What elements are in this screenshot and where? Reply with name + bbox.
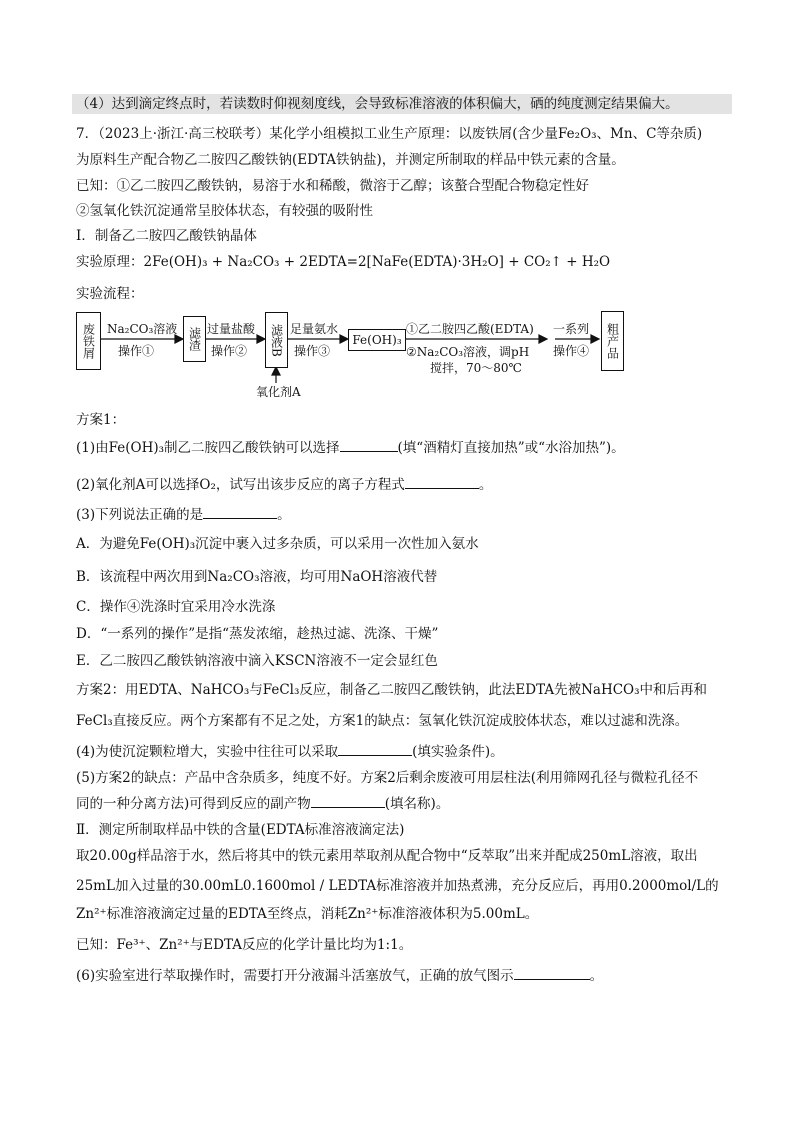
question-4: (4)为使沉淀颗粒增大，实验中往往可以采取 (填实验条件)。 xyxy=(76,741,504,762)
box-waste-iron: 废铁屑 xyxy=(76,312,101,370)
oxidant-a: 氧化剂A xyxy=(256,385,301,399)
question-1: (1)由Fe(OH)₃制乙二胺四乙酸铁钠可以选择 (填“酒精灯直接加热”或“水浴加热”)。 xyxy=(76,437,625,458)
question-3: (3)下列说法正确的是 。 xyxy=(76,504,291,525)
known-1: 已知：①乙二胺四乙酸铁钠，易溶于水和稀酸，微溶于乙醇；该螯合型配合物稳定性好 xyxy=(76,178,589,194)
step1-reagent: Na₂CO₃溶液 xyxy=(107,322,178,336)
question-6: (6)实验室进行萃取操作时，需要打开分液漏斗活塞放气，正确的放气图示 。 xyxy=(76,965,603,986)
step5-operation: 操作④ xyxy=(553,344,590,358)
box-filtrate-b: 滤液B xyxy=(265,312,288,368)
option-a: A．为避免Fe(OH)₃沉淀中裹入过多杂质，可以采用一次性加入氨水 xyxy=(76,536,479,552)
flow-label: 实验流程： xyxy=(76,286,144,302)
plan-2: 方案2：用EDTA、NaHCO₃与FeCl₃反应，制备乙二胺四乙酸铁钠，此法EDTA先被NaHCO₃中和后再和 xyxy=(76,682,708,698)
box-residue: 滤渣 xyxy=(183,316,206,362)
section-1-heading: Ⅰ．制备乙二胺四乙酸铁钠晶体 xyxy=(76,228,257,244)
reaction-principle: 实验原理：2Fe(OH)₃ + Na₂CO₃ + 2EDTA=2[NaFe(EDTA)·3H₂O] + CO₂↑ + H₂O xyxy=(76,254,611,270)
step5-label: 一系列 xyxy=(553,322,590,336)
step4-reagent-2: ②Na₂CO₃溶液，调pH xyxy=(406,345,530,359)
step2-reagent: 过量盐酸 xyxy=(207,322,256,336)
question-7-intro: 7．（2023上·浙江·高三校联考）某化学小组模拟工业生产原理：以废铁屑(含少量Fe₂O₃、Mn、C等杂质) xyxy=(76,126,703,142)
option-b: B．该流程中两次用到Na₂CO₃溶液，均可用NaOH溶液代替 xyxy=(76,569,438,585)
question-5-cont: 同的一种分离方法)可得到反应的副产物 (填名称)。 xyxy=(76,793,449,814)
plan-1-heading: 方案1： xyxy=(76,412,126,428)
known-ratio: 已知：Fe³⁺、Zn²⁺与EDTA反应的化学计量比均为1:1。 xyxy=(76,937,413,953)
option-c: C．操作④洗涤时宜采用冷水洗涤 xyxy=(76,599,276,615)
question-5: (5)方案2的缺点：产品中含杂质多，纯度不好。方案2后剩余废液可用层柱法(利用筛网孔径与微粒孔径不 xyxy=(76,770,699,786)
step1-operation: 操作① xyxy=(118,344,155,358)
step4-reagent-1: ①乙二胺四乙酸(EDTA) xyxy=(406,322,534,336)
box-fe-oh3: Fe(OH)₃ xyxy=(348,329,406,351)
procedure-1: 取20.00g样品溶于水，然后将其中的铁元素用萃取剂从配合物中“反萃取”出来并配成250mL溶液，取出 xyxy=(76,848,698,864)
plan-2-cont: FeCl₃直接反应。两个方案都有不足之处，方案1的缺点：氢氧化铁沉淀成胶体状态，难以过滤和洗涤。 xyxy=(76,713,689,729)
step3-operation: 操作③ xyxy=(294,344,331,358)
known-2: ②氢氧化铁沉淀通常呈胶体状态，有较强的吸附性 xyxy=(76,203,373,219)
procedure-2: 25mL加入过量的30.00mL0.1600mol / LEDTA标准溶液并加热煮沸，充分反应后，再用0.2000mol/L的 xyxy=(76,878,719,894)
section-2-heading: Ⅱ．测定所制取样品中铁的含量(EDTA标准溶液滴定法) xyxy=(76,822,405,838)
answer-line-4: （4）达到滴定终点时，若读数时仰视刻度线，会导致标准溶液的体积偏大，硒的纯度测定结果偏大。 xyxy=(72,94,732,114)
box-crude-product: 粗产品 xyxy=(601,311,624,371)
option-d: D．“一系列的操作”是指“蒸发浓缩，趁热过滤、洗涤、干燥” xyxy=(76,626,439,642)
question-2: (2)氧化剂A可以选择O₂，试写出该步反应的离子方程式 。 xyxy=(76,474,492,495)
procedure-3: Zn²⁺标准溶液滴定过量的EDTA至终点，消耗Zn²⁺标准溶液体积为5.00mL。 xyxy=(76,906,539,922)
question-7-intro-cont: 为原料生产配合物乙二胺四乙酸铁钠(EDTA铁钠盐)，并测定所制取的样品中铁元素的含量。 xyxy=(76,152,625,168)
step3-reagent: 足量氨水 xyxy=(290,322,339,336)
step4-condition: 搅拌，70～80℃ xyxy=(430,361,522,375)
step2-operation: 操作② xyxy=(211,344,248,358)
option-e: E．乙二胺四乙酸铁钠溶液中滴入KSCN溶液不一定会显红色 xyxy=(76,653,438,669)
